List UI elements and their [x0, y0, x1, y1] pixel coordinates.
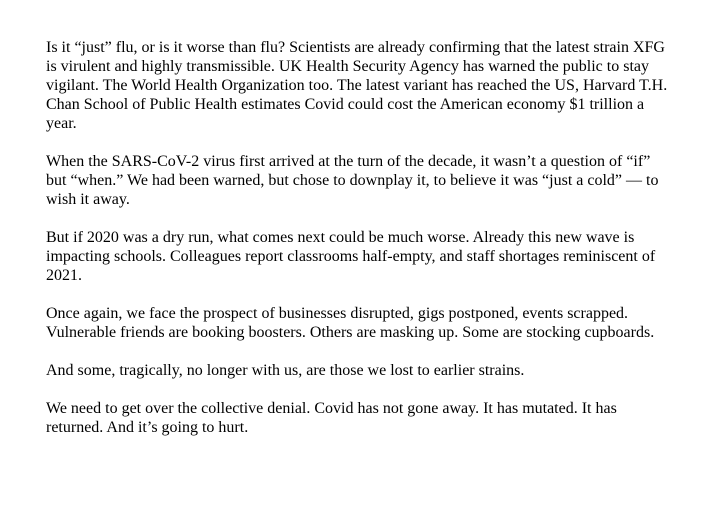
paragraph-6: We need to get over the collective denial. Covid has not gone away. It has mutated. It has returned. And it’s going to hurt.: [46, 400, 617, 436]
document-body: [46, 38, 668, 437]
paragraph-5: And some, tragically, no longer with us, are those we lost to earlier strains.: [46, 362, 525, 379]
paragraph-4: Once again, we face the prospect of businesses disrupted, gigs postponed, events scrapped. Vulnerable friends are booking boosters. Others are masking up. Some are stocking cupboards.: [46, 305, 655, 341]
paragraph-2: When the SARS-CoV-2 virus first arrived at the turn of the decade, it wasn’t a question of “if” but “when.” We had been warned, but chose to downplay it, to believe it was “just a cold” — to wish it away.: [46, 153, 659, 208]
paragraph-3: But if 2020 was a dry run, what comes next could be much worse. Already this new wave is impacting schools. Colleagues report classrooms half-empty, and staff shortages reminiscent of 2021.: [46, 229, 656, 284]
paragraph-1: Is it “just” flu, or is it worse than flu? Scientists are already confirming that the latest strain XFG is virulent and highly transmissible. UK Health Security Agency has warned the public to stay vigilant. The World Health Organization too. The latest variant has reached the US, Harvard T.H. Chan School of Public Health estimates Covid could cost the American economy $1 trillion a year.: [46, 39, 668, 132]
